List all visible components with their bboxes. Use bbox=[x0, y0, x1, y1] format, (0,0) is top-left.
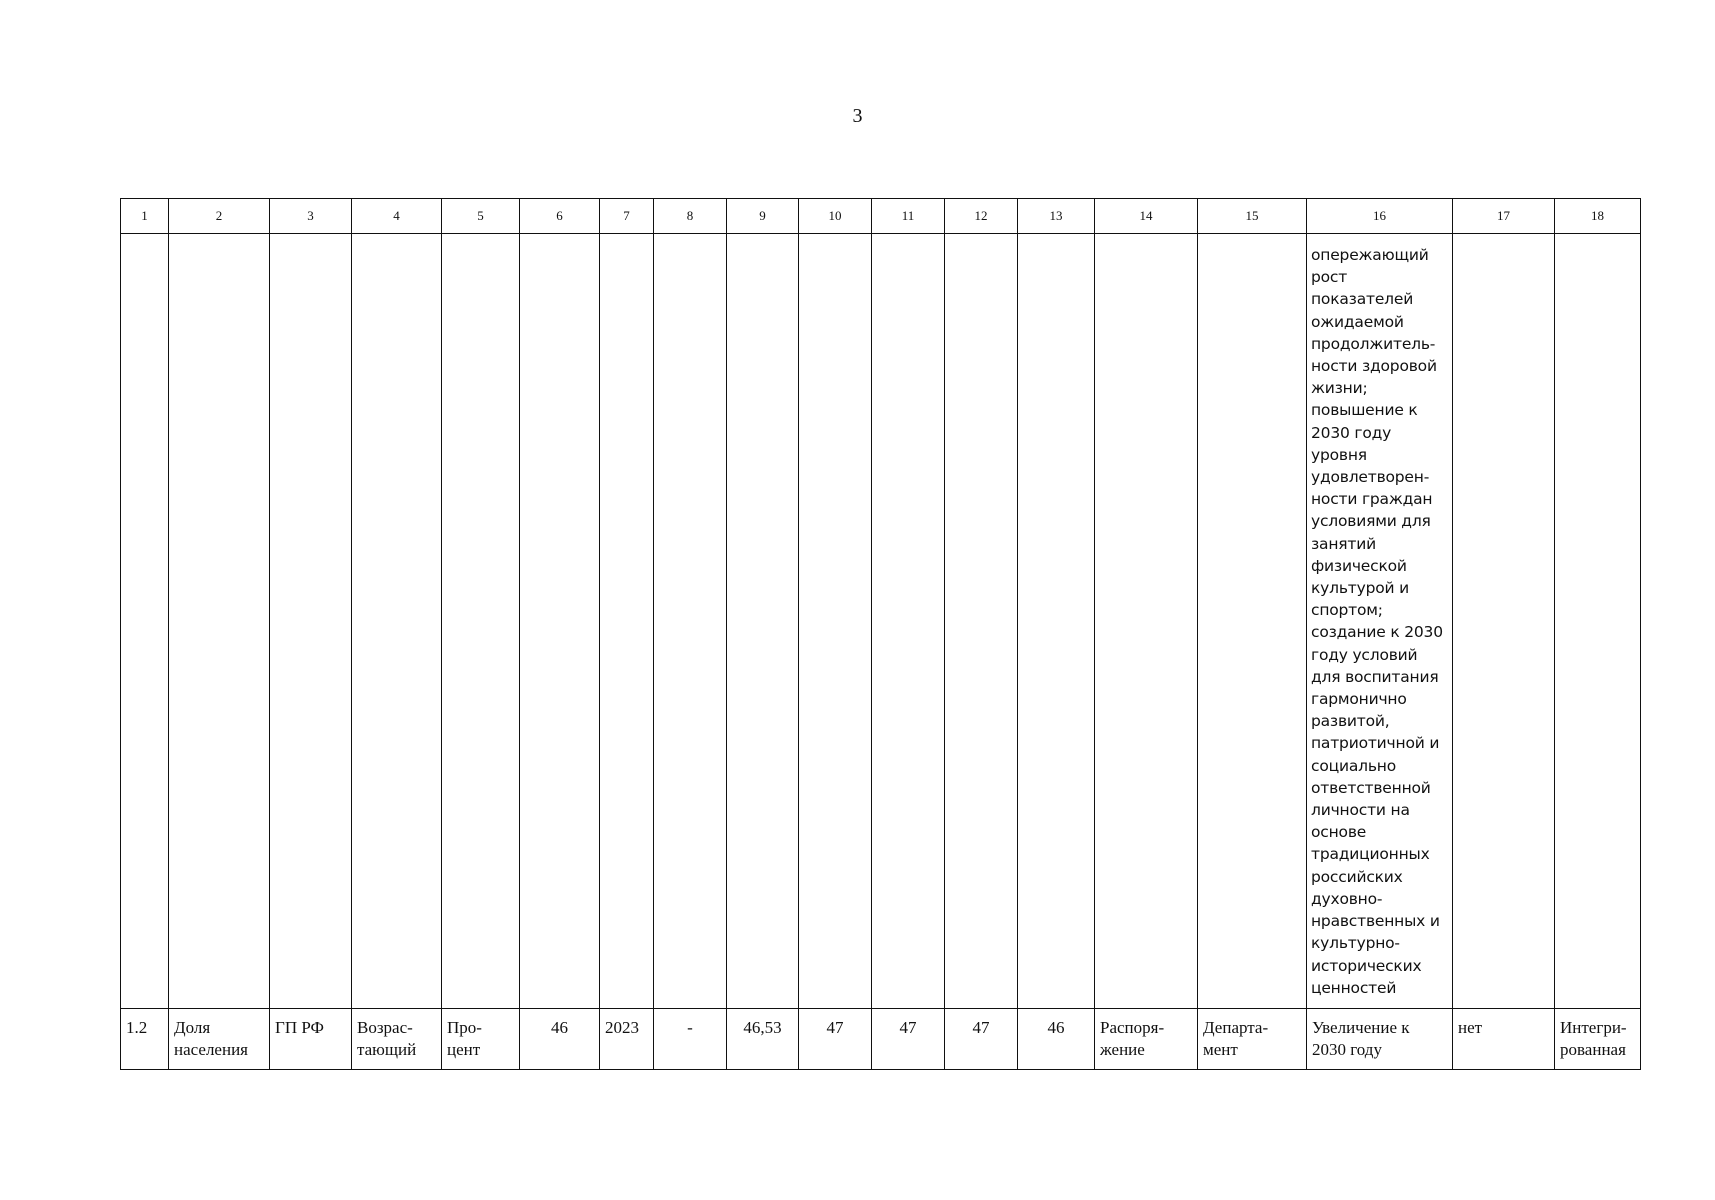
table-cell bbox=[1018, 234, 1095, 1009]
column-number: 8 bbox=[654, 199, 727, 234]
column-number: 3 bbox=[270, 199, 352, 234]
continued-row bbox=[121, 234, 1641, 1009]
information-system: Интегри- рованная bbox=[1560, 1018, 1627, 1059]
table-cell bbox=[1307, 234, 1453, 1009]
table-cell bbox=[945, 234, 1018, 1009]
column-number: 7 bbox=[600, 199, 654, 234]
column-number: 15 bbox=[1198, 199, 1307, 234]
value-col-9: 46,53 bbox=[743, 1018, 782, 1037]
table-cell bbox=[727, 1009, 799, 1070]
table-cell bbox=[169, 234, 270, 1009]
column-number: 13 bbox=[1018, 199, 1095, 234]
expected-result-text: Увеличение к 2030 году bbox=[1312, 1018, 1410, 1059]
table-cell bbox=[121, 234, 169, 1009]
column-number: 14 bbox=[1095, 199, 1198, 234]
table-cell bbox=[1453, 234, 1555, 1009]
document-basis: Распоря- жение bbox=[1100, 1018, 1165, 1059]
column-number: 10 bbox=[799, 199, 872, 234]
table-cell bbox=[352, 234, 442, 1009]
column-number-row bbox=[121, 199, 1641, 234]
table-cell bbox=[600, 1009, 654, 1070]
value-col-8: - bbox=[687, 1018, 693, 1037]
column-number: 2 bbox=[169, 199, 270, 234]
table-cell bbox=[520, 234, 600, 1009]
column-number: 17 bbox=[1453, 199, 1555, 234]
table-cell bbox=[1307, 1009, 1453, 1070]
column-number: 12 bbox=[945, 199, 1018, 234]
row-number: 1.2 bbox=[126, 1018, 148, 1037]
table-cell bbox=[270, 1009, 352, 1070]
responsible: Департа- мент bbox=[1203, 1018, 1269, 1059]
table-cell bbox=[352, 1009, 442, 1070]
table-cell bbox=[872, 1009, 945, 1070]
base-year: 2023 bbox=[605, 1018, 639, 1037]
table-cell bbox=[654, 1009, 727, 1070]
indicator-level: ГП РФ bbox=[275, 1018, 324, 1037]
table-cell bbox=[945, 1009, 1018, 1070]
flag-value: нет bbox=[1458, 1018, 1483, 1037]
column-number: 18 bbox=[1555, 199, 1641, 234]
table-cell bbox=[799, 1009, 872, 1070]
value-col-11: 47 bbox=[899, 1018, 917, 1037]
column-number: 5 bbox=[442, 199, 520, 234]
table-cell bbox=[799, 234, 872, 1009]
table-cell bbox=[270, 234, 352, 1009]
value-col-13: 46 bbox=[1047, 1018, 1065, 1037]
table-cell bbox=[1555, 234, 1641, 1009]
indicator-name: Доля населения bbox=[174, 1018, 248, 1059]
table-cell bbox=[169, 1009, 270, 1070]
column-number: 1 bbox=[121, 199, 169, 234]
expected-result-text: опережающий рост показателей ожидаемой продолжитель- ности здоровой жизни; повышение к 2030 году уровня удовлетворен- ности граждан условиями для занятий физической культурой и спортом; создание к 2030 году условий для воспитания гармонично развитой, патриотичной и социально ответственной личности на основе традиционных российских духовно- нравственных и культурно- исторических ценностей bbox=[1311, 246, 1443, 997]
column-number: 16 bbox=[1307, 199, 1453, 234]
indicators-table bbox=[120, 198, 1641, 1070]
table-cell bbox=[1095, 234, 1198, 1009]
page-number: 3 bbox=[852, 105, 863, 127]
table-cell bbox=[600, 234, 654, 1009]
column-number: 11 bbox=[872, 199, 945, 234]
unit: Про- цент bbox=[447, 1018, 482, 1059]
table-cell bbox=[442, 1009, 520, 1070]
trend-type: Возрас- тающий bbox=[357, 1018, 417, 1059]
table-cell bbox=[1453, 1009, 1555, 1070]
table-cell bbox=[1198, 234, 1307, 1009]
column-number: 4 bbox=[352, 199, 442, 234]
value-col-10: 47 bbox=[826, 1018, 844, 1037]
table-cell bbox=[727, 234, 799, 1009]
column-number: 6 bbox=[520, 199, 600, 234]
table-cell bbox=[121, 1009, 169, 1070]
table-cell bbox=[654, 234, 727, 1009]
table-cell bbox=[520, 1009, 600, 1070]
column-number: 9 bbox=[727, 199, 799, 234]
table-cell bbox=[1095, 1009, 1198, 1070]
table-cell bbox=[1198, 1009, 1307, 1070]
base-value: 46 bbox=[551, 1018, 568, 1037]
value-col-12: 47 bbox=[972, 1018, 990, 1037]
table-cell bbox=[1555, 1009, 1641, 1070]
table-row bbox=[121, 1009, 1641, 1070]
table-cell bbox=[442, 234, 520, 1009]
table-cell bbox=[872, 234, 945, 1009]
table-cell bbox=[1018, 1009, 1095, 1070]
